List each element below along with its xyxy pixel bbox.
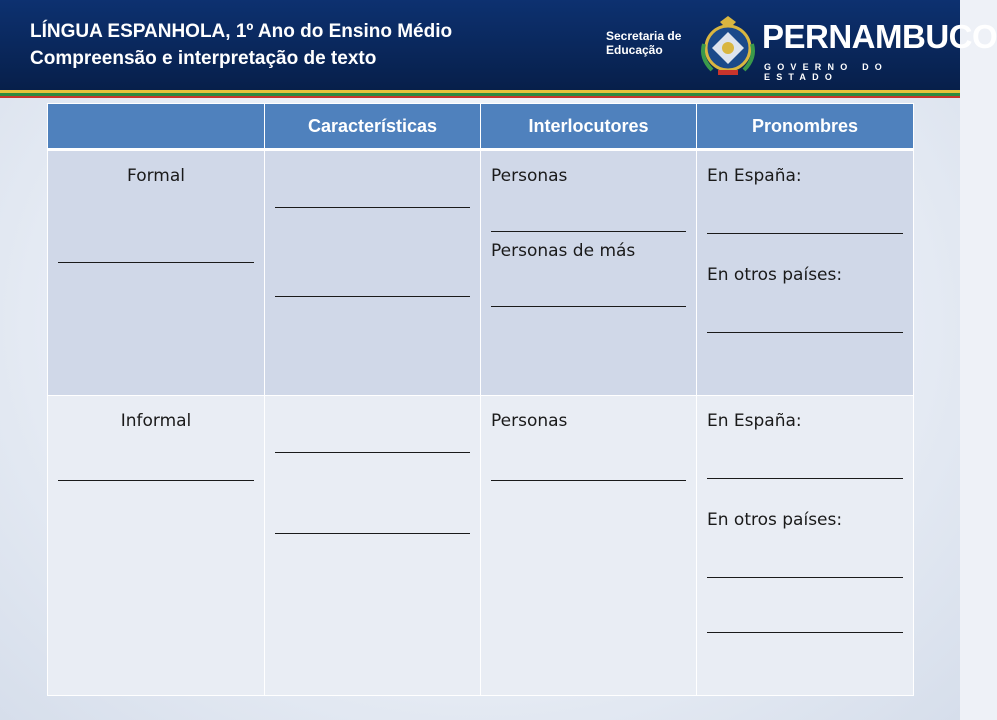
formal-label: Formal xyxy=(127,166,185,186)
stripe-red xyxy=(0,96,960,98)
pronoun-table xyxy=(47,103,914,696)
blank-line[interactable] xyxy=(275,533,470,534)
blank-line[interactable] xyxy=(275,207,470,208)
government-logo xyxy=(598,12,997,82)
blank-line[interactable] xyxy=(707,632,903,633)
title-line-1: LÍNGUA ESPANHOLA, 1º Ano do Ensino Médio xyxy=(30,21,453,42)
cell-informal-caracteristicas xyxy=(265,396,481,696)
blank-line[interactable] xyxy=(707,577,903,578)
state-crest-icon xyxy=(698,14,758,78)
header-interlocutores: Interlocutores xyxy=(481,104,697,150)
blank-line[interactable] xyxy=(491,306,686,307)
table-row-informal xyxy=(48,396,914,696)
cell-informal-pronombres xyxy=(697,396,914,696)
header-empty xyxy=(48,104,265,150)
formal-pronombre-2: En otros países: xyxy=(707,265,843,285)
informal-interlocutor-1: Personas xyxy=(491,411,568,431)
table-header-row xyxy=(48,104,914,150)
informal-label: Informal xyxy=(120,411,192,431)
informal-pronombre-1: En España: xyxy=(707,411,802,431)
cell-formal-interlocutores xyxy=(481,150,697,396)
cell-formal-label xyxy=(48,150,265,396)
formal-interlocutor-2: Personas de más xyxy=(491,241,636,261)
brand-name: PERNAMBUCO xyxy=(762,18,997,55)
formal-pronombre-1: En España: xyxy=(707,166,802,186)
header-caracteristicas: Características xyxy=(265,104,481,150)
secretaria-line-2: Educação xyxy=(606,43,663,57)
cell-formal-pronombres xyxy=(697,150,914,396)
blank-line[interactable] xyxy=(275,452,470,453)
secretaria-label xyxy=(606,29,681,57)
cell-informal-label xyxy=(48,396,265,696)
blank-line[interactable] xyxy=(58,262,254,263)
secretaria-line-1: Secretaria de xyxy=(606,29,682,43)
cell-formal-caracteristicas xyxy=(265,150,481,396)
blank-line[interactable] xyxy=(491,480,686,481)
formal-interlocutor-1: Personas xyxy=(491,166,568,186)
title-line-2: Compreensão e interpretação de texto xyxy=(30,48,377,69)
brand-subtitle: GOVERNO DO ESTADO xyxy=(764,62,889,82)
header-bar xyxy=(0,0,997,90)
cell-informal-interlocutores xyxy=(481,396,697,696)
blank-line[interactable] xyxy=(707,332,903,333)
page-title xyxy=(30,18,452,72)
header-pronombres: Pronombres xyxy=(697,104,914,150)
blank-line[interactable] xyxy=(58,480,254,481)
blank-line[interactable] xyxy=(491,231,686,232)
blank-line[interactable] xyxy=(275,296,470,297)
blank-line[interactable] xyxy=(707,233,903,234)
informal-pronombre-2: En otros países: xyxy=(707,510,843,530)
blank-line[interactable] xyxy=(707,478,903,479)
table-row-formal xyxy=(48,150,914,396)
